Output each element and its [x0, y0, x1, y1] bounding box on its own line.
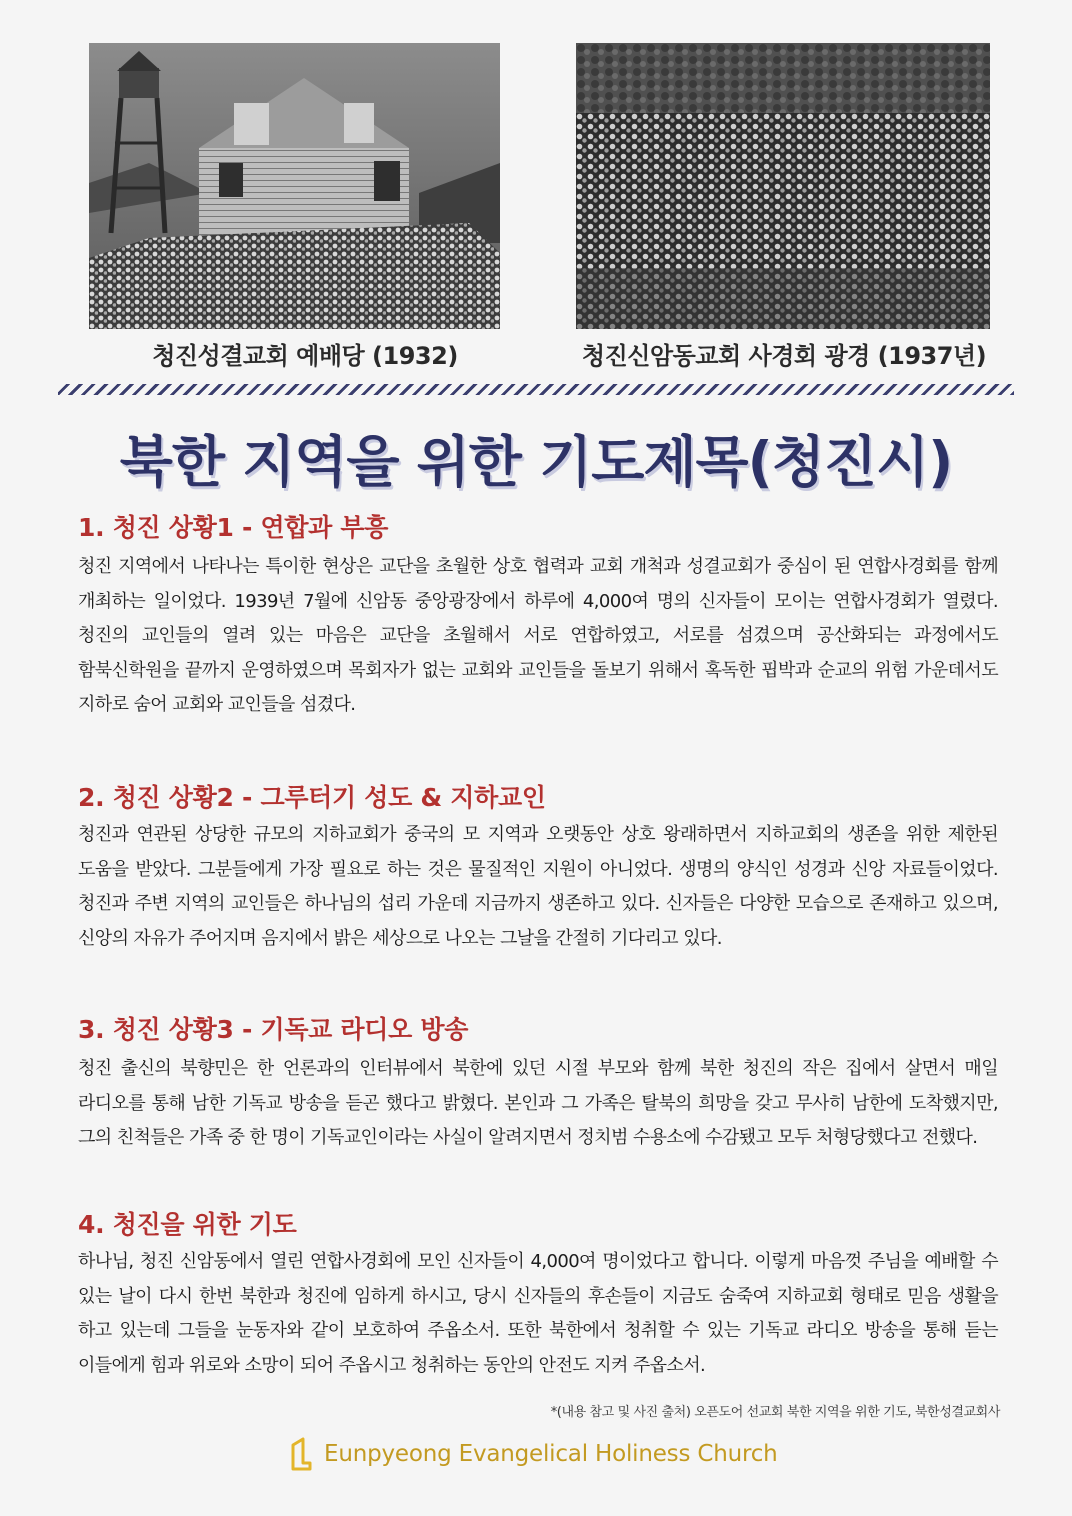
church-logo-icon [290, 1437, 312, 1471]
section-body-4: 하나님, 청진 신암동에서 열린 연합사경회에 모인 신자들이 4,000여 명이었다고 합니다. 이렇게 마음껏 주님을 예배할 수 있는 날이 다시 한번 북한과 청진에 임하게 하시고, 당시 신자들의 후손들이 지금도 숨죽여 지하교회 형태로 믿음 생활을 하고 있는데 그들을 눈동자와 같이 보호하여 주옵소서. 또한 북한에서 청취할 수 있는 기독교 라디오 방송을 통해 듣는 이들에게 힘과 위로와 소망이 되어 주옵시고 청취하는 동안의 안전도 지켜 주옵소서. [78, 1251, 998, 1376]
photo-bible-conference-1937 [576, 43, 990, 329]
page-title: 북한 지역을 위한 기도제목(청진시) [119, 430, 953, 494]
photo-caption-right: 청진신암동교회 사경회 광경 (1937년) [581, 342, 987, 370]
church-footer [290, 1436, 778, 1472]
section-heading-4: 4. 청진을 위한 기도 [78, 1210, 297, 1239]
section-heading-2: 2. 청진 상황2 - 그루터기 성도 & 지하교인 [78, 783, 546, 812]
decorative-stripe-divider [58, 384, 1014, 395]
section-body-3: 청진 출신의 북향민은 한 언론과의 인터뷰에서 북한에 있던 시절 부모와 함께 북한 청진의 작은 집에서 살면서 매일 라디오를 통해 남한 기독교 방송을 듣곤 했다고 밝혔다. 본인과 그 가족은 탈북의 희망을 갖고 무사히 남한에 도착했지만, 그의 친척들은 가족 중 한 명이 기독교인이라는 사실이 알려지면서 정치범 수용소에 수감됐고 모두 처형당했다고 전했다. [78, 1058, 998, 1148]
source-footnote: *(내용 참고 및 사진 출처) 오픈도어 선교회 북한 지역을 위한 기도, 북한성결교회사 [550, 1405, 1000, 1420]
photo-church-building-1932 [89, 43, 500, 329]
church-name: Eunpyeong Evangelical Holiness Church [324, 1441, 778, 1467]
photo-caption-left: 청진성결교회 예배당 (1932) [152, 342, 458, 370]
section-heading-3: 3. 청진 상황3 - 기독교 라디오 방송 [78, 1015, 469, 1044]
section-body-2: 청진과 연관된 상당한 규모의 지하교회가 중국의 모 지역과 오랫동안 상호 왕래하면서 지하교회의 생존을 위한 제한된 도움을 받았다. 그분들에게 가장 필요로 하는 것은 물질적인 지원이 아니었다. 생명의 양식인 성경과 신앙 자료들이었다. 청진과 주변 지역의 교인들은 하나님의 섭리 가운데 지금까지 생존하고 있다. 신자들은 다양한 모습으로 존재하고 있으며, 신앙의 자유가 주어지며 음지에서 밝은 세상으로 나오는 그날을 간절히 기다리고 있다. [78, 824, 998, 949]
conference-crowd-photo-graphic [576, 43, 990, 329]
section-body-1: 청진 지역에서 나타나는 특이한 현상은 교단을 초월한 상호 협력과 교회 개척과 성결교회가 중심이 된 연합사경회를 함께 개최하는 일이었다. 1939년 7월에 신암동 중앙광장에서 하루에 4,000여 명의 신자들이 모이는 연합사경회가 열렸다. 청진의 교인들의 열려 있는 마음은 교단을 초월해서 서로 연합하였고, 서로를 섬겼으며 공산화되는 과정에서도 함북신학원을 끝까지 운영하였으며 목회자가 없는 교회와 교인들을 돌보기 위해서 혹독한 핍박과 순교의 위험 가운데서도 지하로 숨어 교회와 교인들을 섬겼다. [78, 556, 998, 715]
church-building-photo-graphic [89, 43, 500, 329]
section-heading-1: 1. 청진 상황1 - 연합과 부흥 [78, 513, 389, 542]
